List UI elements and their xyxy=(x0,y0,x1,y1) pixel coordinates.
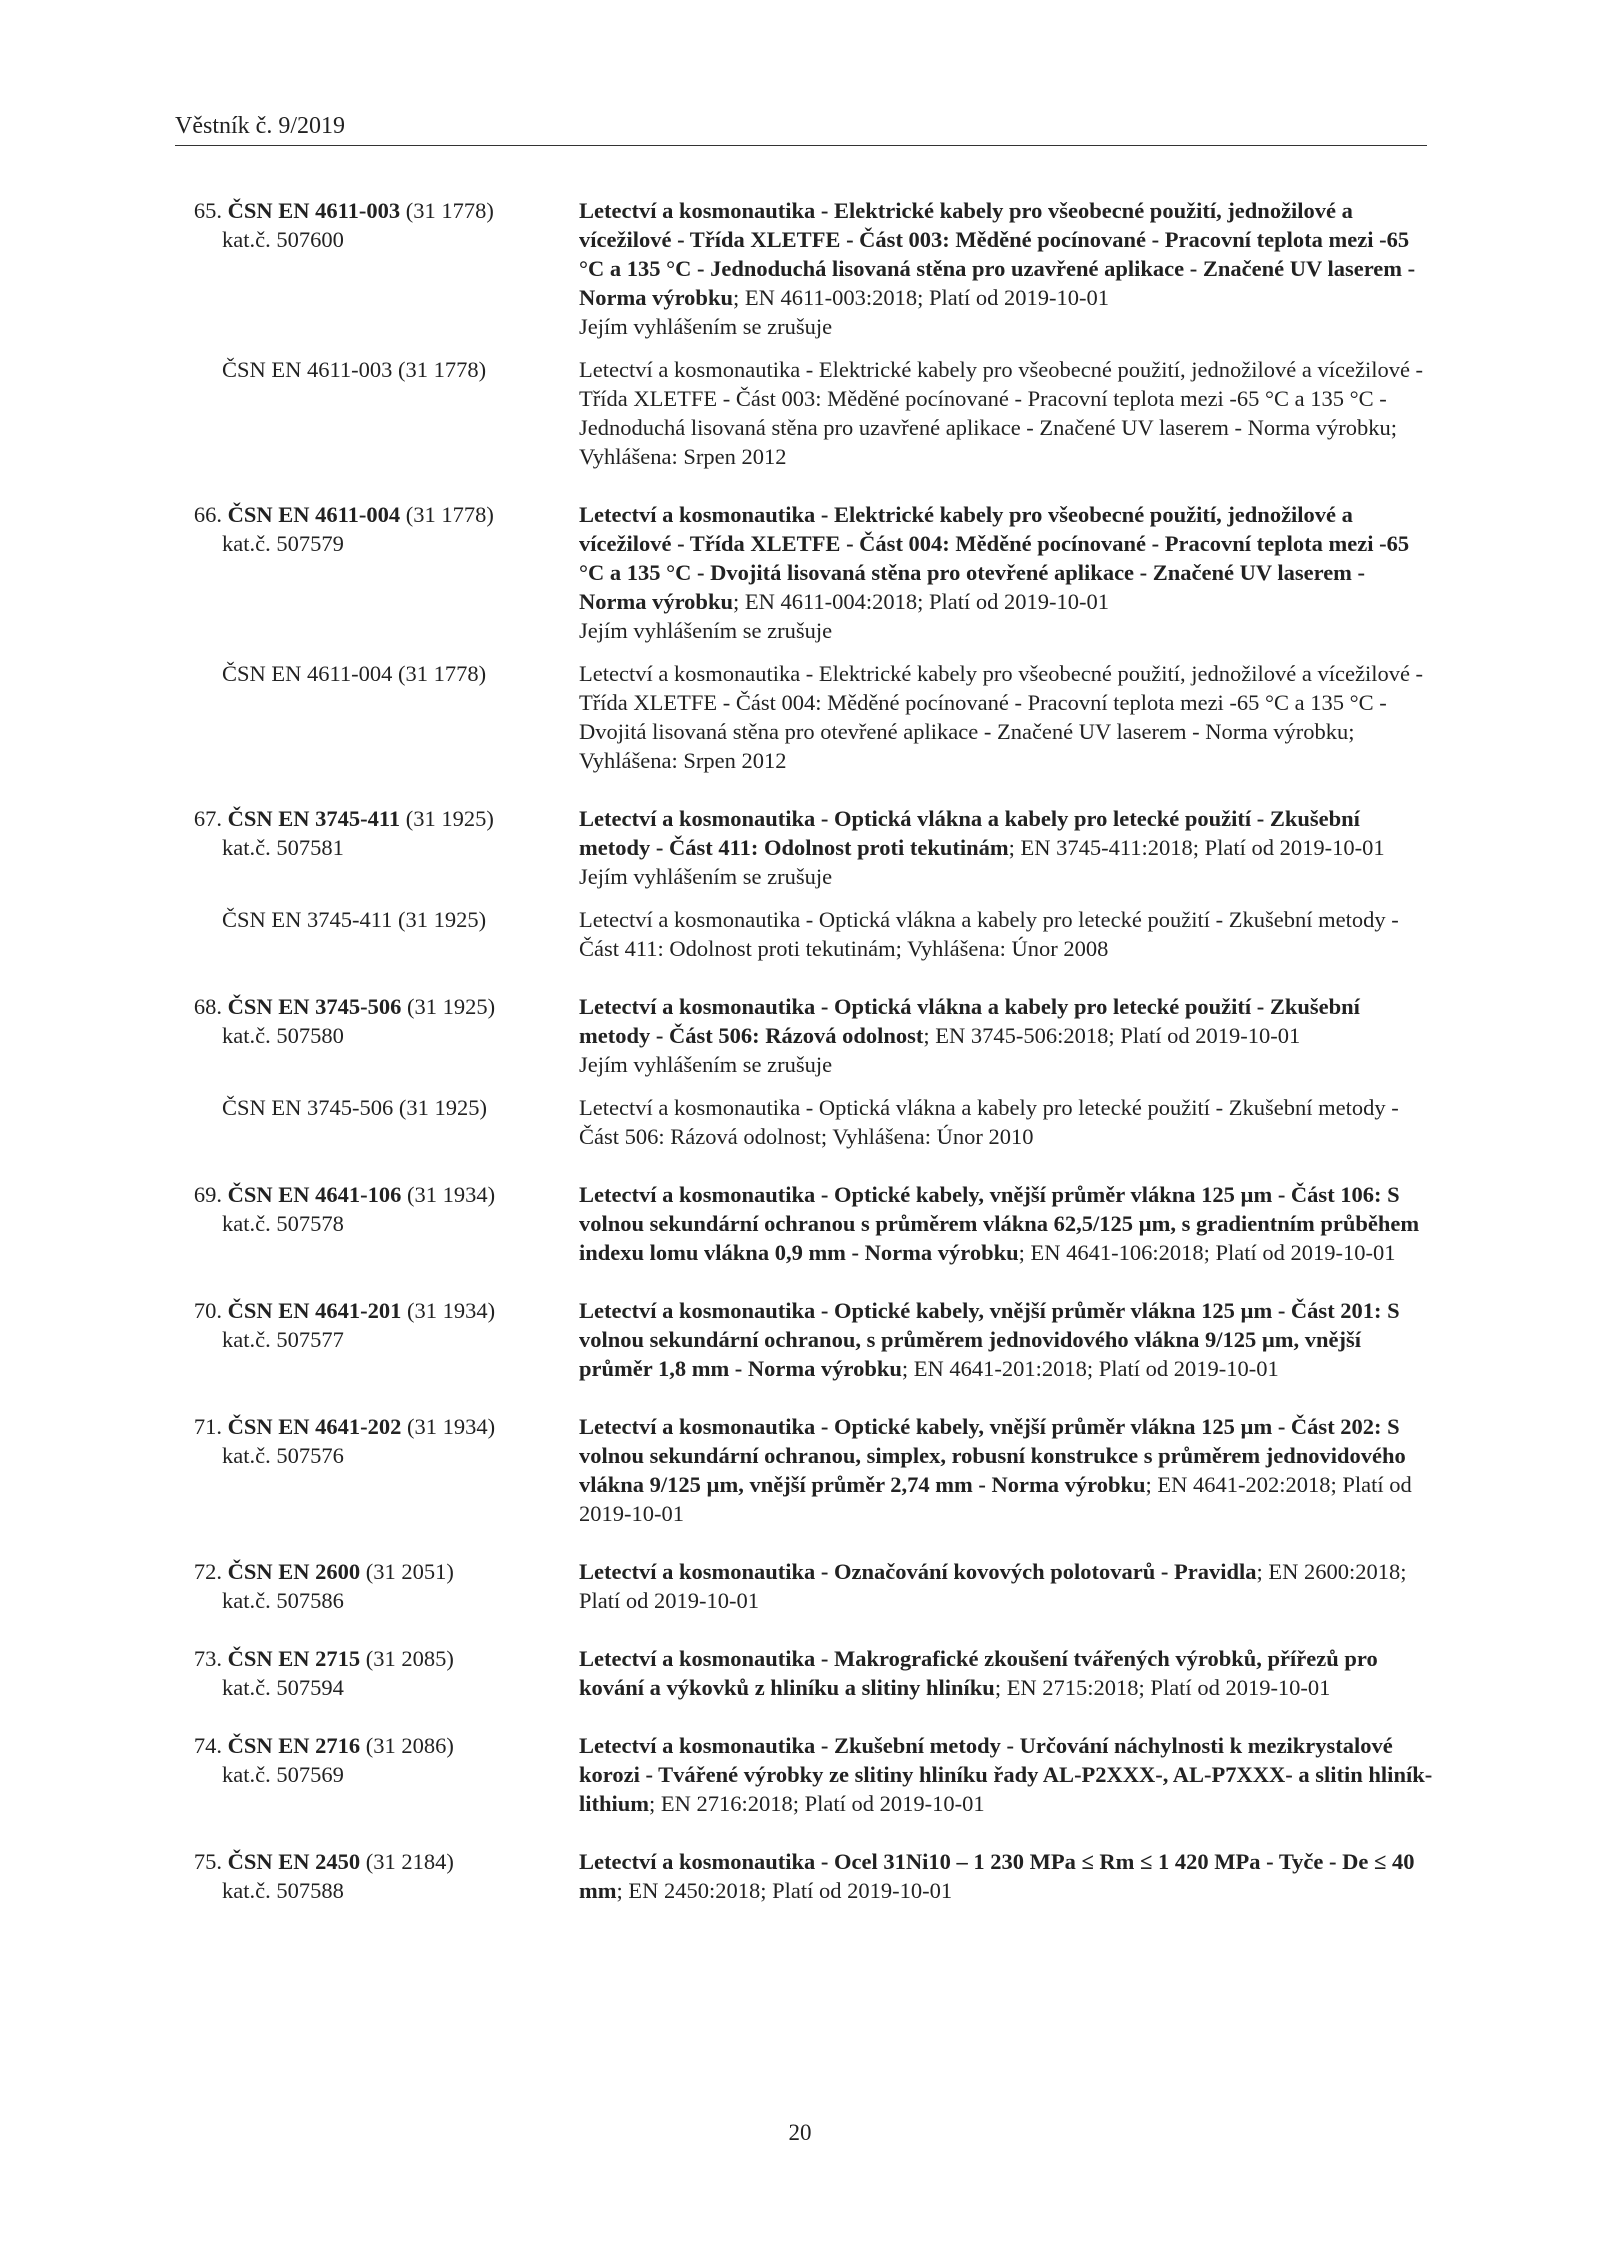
standard-title: Letectví a kosmonautika - Optické kabely, vnější průměr vlákna 125 µm - Část 201: S volnou sekundární ochranou, s průměrem jednovidového vlákna 9/125 µm, vnější průměr 1,8 mm - Norma výrobku xyxy=(579,1298,1400,1381)
standard-info: ; EN 2450:2018; Platí od 2019-10-01 xyxy=(616,1878,953,1903)
standard-designation xyxy=(175,1557,579,1615)
withdrawn-standard-row xyxy=(175,355,1435,471)
new-standard-row xyxy=(175,500,1435,645)
standard-title: Letectví a kosmonautika - Ocel 31Ni10 – 1 230 MPa ≤ Rm ≤ 1 420 MPa - Tyče - De ≤ 40 mm xyxy=(579,1849,1415,1903)
new-standard-row xyxy=(175,1557,1435,1615)
standard-title: Letectví a kosmonautika - Optické kabely, vnější průměr vlákna 125 µm - Část 106: S volnou sekundární ochranou s průměrem vlákna 62,5/125 µm, s gradientním průběhem indexu lomu vlákna 0,9 mm - Norma výrobku xyxy=(579,1182,1420,1265)
classification-code: (31 2086) xyxy=(365,1733,454,1758)
entry-number: 66. xyxy=(193,502,222,527)
entry-number: 71. xyxy=(193,1414,222,1439)
standard-description xyxy=(579,1847,1435,1905)
classification-code: (31 1925) xyxy=(405,806,494,831)
catalog-number: kat.č. 507578 xyxy=(222,1211,344,1236)
standard-title: Letectví a kosmonautika - Optické kabely, vnější průměr vlákna 125 µm - Část 202: S volnou sekundární ochranou, simplex, robusní konstrukce s průměrem jednovidového vlákna 9/125 µm, vnější průměr 2,74 mm - Norma výrobku xyxy=(579,1414,1406,1497)
catalog-number: kat.č. 507581 xyxy=(222,835,344,860)
standard-number: ČSN EN 2715 xyxy=(227,1646,361,1671)
withdrawn-standard-text: Letectví a kosmonautika - Optická vlákna a kabely pro letecké použití - Zkušební metody - Část 411: Odolnost proti tekutinám; Vyhlášena: Únor 2008 xyxy=(579,907,1399,961)
standard-info: ; EN 2600:2018; Platí od 2019-10-01 xyxy=(579,1559,1407,1613)
classification-code: (31 2184) xyxy=(365,1849,454,1874)
standard-info: ; EN 4611-003:2018; Platí od 2019-10-01 xyxy=(732,285,1110,310)
classification-code: (31 1934) xyxy=(407,1298,496,1323)
standards-list xyxy=(175,196,1435,1934)
replacement-note: Jejím vyhlášením se zrušuje xyxy=(579,1052,833,1077)
standard-entry xyxy=(175,1296,1435,1383)
standard-description xyxy=(579,1296,1435,1383)
withdrawn-standard-text: Letectví a kosmonautika - Optická vlákna a kabely pro letecké použití - Zkušební metody - Část 506: Rázová odolnost; Vyhlášena: Únor 2010 xyxy=(579,1095,1399,1149)
new-standard-row xyxy=(175,1296,1435,1383)
page-header: Věstník č. 9/2019 xyxy=(175,112,1427,146)
standard-number: ČSN EN 4611-004 xyxy=(227,502,401,527)
standard-entry xyxy=(175,992,1435,1151)
classification-code: (31 1925) xyxy=(407,994,496,1019)
standard-entry xyxy=(175,804,1435,963)
withdrawn-standard-row xyxy=(175,1093,1435,1151)
classification-code: (31 2085) xyxy=(365,1646,454,1671)
entry-number: 65. xyxy=(193,198,222,223)
standard-title: Letectví a kosmonautika - Optická vlákna a kabely pro letecké použití - Zkušební metody - Část 506: Rázová odolnost xyxy=(579,994,1360,1048)
standard-number: ČSN EN 3745-506 xyxy=(227,994,402,1019)
replacement-note: Jejím vyhlášením se zrušuje xyxy=(579,864,833,889)
withdrawn-ref-cell xyxy=(175,659,579,775)
withdrawn-standard-ref: ČSN EN 4611-004 (31 1778) xyxy=(222,661,487,686)
standard-entry xyxy=(175,1644,1435,1702)
new-standard-row xyxy=(175,1644,1435,1702)
catalog-number: kat.č. 507580 xyxy=(222,1023,344,1048)
standard-designation xyxy=(175,1412,579,1528)
withdrawn-standard-row xyxy=(175,905,1435,963)
standard-number: ČSN EN 3745-411 xyxy=(227,806,401,831)
standard-designation xyxy=(175,1296,579,1383)
standard-info: ; EN 2716:2018; Platí od 2019-10-01 xyxy=(649,1791,985,1816)
standard-title: Letectví a kosmonautika - Optická vlákna a kabely pro letecké použití - Zkušební metody - Část 411: Odolnost proti tekutinám xyxy=(579,806,1360,860)
standard-entry xyxy=(175,196,1435,471)
standard-info: ; EN 4641-201:2018; Platí od 2019-10-01 xyxy=(901,1356,1279,1381)
standard-description xyxy=(579,1557,1435,1615)
withdrawn-standard-ref: ČSN EN 3745-506 (31 1925) xyxy=(222,1095,487,1120)
standard-title: Letectví a kosmonautika - Zkušební metody - Určování náchylnosti k mezikrystalové korozi - Tvářené výrobky ze slitiny hliníku řady AL-P2XXX-, AL-P7XXX- a slitin hliník-lithium xyxy=(579,1733,1433,1816)
standard-description xyxy=(579,500,1435,645)
standard-designation xyxy=(175,1731,579,1818)
standard-info: ; EN 4641-106:2018; Platí od 2019-10-01 xyxy=(1018,1240,1396,1265)
catalog-number: kat.č. 507576 xyxy=(222,1443,344,1468)
replacement-note: Jejím vyhlášením se zrušuje xyxy=(579,314,833,339)
standard-designation xyxy=(175,500,579,645)
new-standard-row xyxy=(175,1847,1435,1905)
standard-entry xyxy=(175,1557,1435,1615)
standard-designation xyxy=(175,1180,579,1267)
catalog-number: kat.č. 507600 xyxy=(222,227,344,252)
withdrawn-standard-text: Letectví a kosmonautika - Elektrické kabely pro všeobecné použití, jednožilové a vícežilové - Třída XLETFE - Část 004: Měděné pocínované - Pracovní teplota mezi -65 °C a 135 °C - Dvojitá lisovaná stěna pro otevřené aplikace - Značené UV laserem - Norma výrobku; Vyhlášena: Srpen 2012 xyxy=(579,661,1424,773)
standard-number: ČSN EN 4641-106 xyxy=(227,1182,402,1207)
classification-code: (31 1934) xyxy=(407,1414,496,1439)
classification-code: (31 2051) xyxy=(365,1559,454,1584)
standard-number: ČSN EN 4611-003 xyxy=(227,198,401,223)
standard-info: ; EN 4611-004:2018; Platí od 2019-10-01 xyxy=(732,589,1110,614)
standard-description xyxy=(579,1731,1435,1818)
standard-entry xyxy=(175,500,1435,775)
standard-info: ; EN 4641-202:2018; Platí od 2019-10-01 xyxy=(579,1472,1412,1526)
standard-number: ČSN EN 2600 xyxy=(227,1559,361,1584)
classification-code: (31 1778) xyxy=(405,198,494,223)
standard-description xyxy=(579,196,1435,341)
standard-title: Letectví a kosmonautika - Elektrické kabely pro všeobecné použití, jednožilové a vícežilové - Třída XLETFE - Část 004: Měděné pocínované - Pracovní teplota mezi -65 °C a 135 °C - Dvojitá lisovaná stěna pro otevřené aplikace - Značené UV laserem - Norma výrobku xyxy=(579,502,1410,614)
withdrawn-ref-cell xyxy=(175,355,579,471)
entry-number: 72. xyxy=(193,1559,222,1584)
standard-entry xyxy=(175,1412,1435,1528)
withdrawn-standard-row xyxy=(175,659,1435,775)
new-standard-row xyxy=(175,1731,1435,1818)
standard-designation xyxy=(175,1644,579,1702)
catalog-number: kat.č. 507569 xyxy=(222,1762,344,1787)
standard-entry xyxy=(175,1180,1435,1267)
standard-description xyxy=(579,1412,1435,1528)
classification-code: (31 1934) xyxy=(407,1182,496,1207)
standard-entry xyxy=(175,1847,1435,1905)
catalog-number: kat.č. 507594 xyxy=(222,1675,344,1700)
entry-number: 68. xyxy=(193,994,222,1019)
standard-designation xyxy=(175,196,579,341)
standard-info: ; EN 2715:2018; Platí od 2019-10-01 xyxy=(994,1675,1331,1700)
withdrawn-standard-text: Letectví a kosmonautika - Elektrické kabely pro všeobecné použití, jednožilové a vícežilové - Třída XLETFE - Část 003: Měděné pocínované - Pracovní teplota mezi -65 °C a 135 °C - Jednoduchá lisovaná stěna pro uzavřené aplikace - Značené UV laserem - Norma výrobku; Vyhlášena: Srpen 2012 xyxy=(579,357,1424,469)
standard-description xyxy=(579,1180,1435,1267)
standard-title: Letectví a kosmonautika - Makrografické zkoušení tvářených výrobků, přířezů pro kování a výkovků z hliníku a slitiny hliníku xyxy=(579,1646,1378,1700)
new-standard-row xyxy=(175,1180,1435,1267)
entry-number: 74. xyxy=(193,1733,222,1758)
standard-info: ; EN 3745-506:2018; Platí od 2019-10-01 xyxy=(923,1023,1301,1048)
entry-number: 70. xyxy=(193,1298,222,1323)
catalog-number: kat.č. 507586 xyxy=(222,1588,344,1613)
classification-code: (31 1778) xyxy=(405,502,494,527)
replacement-note: Jejím vyhlášením se zrušuje xyxy=(579,618,833,643)
entry-number: 69. xyxy=(193,1182,222,1207)
entry-number: 73. xyxy=(193,1646,222,1671)
standard-description xyxy=(579,992,1435,1079)
standard-designation xyxy=(175,992,579,1079)
withdrawn-standard-ref: ČSN EN 4611-003 (31 1778) xyxy=(222,357,487,382)
withdrawn-ref-cell xyxy=(175,1093,579,1151)
page-number: 20 xyxy=(788,2120,812,2145)
new-standard-row xyxy=(175,196,1435,341)
standard-info: ; EN 3745-411:2018; Platí od 2019-10-01 xyxy=(1008,835,1385,860)
standard-designation xyxy=(175,804,579,891)
standard-entry xyxy=(175,1731,1435,1818)
withdrawn-ref-cell xyxy=(175,905,579,963)
catalog-number: kat.č. 507579 xyxy=(222,531,344,556)
entry-number: 75. xyxy=(193,1849,222,1874)
standard-number: ČSN EN 2450 xyxy=(227,1849,361,1874)
standard-number: ČSN EN 4641-201 xyxy=(227,1298,402,1323)
standard-description xyxy=(579,1644,1435,1702)
catalog-number: kat.č. 507577 xyxy=(222,1327,344,1352)
standard-number: ČSN EN 2716 xyxy=(227,1733,361,1758)
new-standard-row xyxy=(175,992,1435,1079)
standard-title: Letectví a kosmonautika - Označování kovových polotovarů - Pravidla xyxy=(579,1559,1257,1584)
catalog-number: kat.č. 507588 xyxy=(222,1878,344,1903)
new-standard-row xyxy=(175,1412,1435,1528)
standard-title: Letectví a kosmonautika - Elektrické kabely pro všeobecné použití, jednožilové a vícežilové - Třída XLETFE - Část 003: Měděné pocínované - Pracovní teplota mezi -65 °C a 135 °C - Jednoduchá lisovaná stěna pro uzavřené aplikace - Značené UV laserem - Norma výrobku xyxy=(579,198,1416,310)
standard-designation xyxy=(175,1847,579,1905)
standard-number: ČSN EN 4641-202 xyxy=(227,1414,402,1439)
new-standard-row xyxy=(175,804,1435,891)
withdrawn-standard-ref: ČSN EN 3745-411 (31 1925) xyxy=(222,907,487,932)
standard-description xyxy=(579,804,1435,891)
entry-number: 67. xyxy=(193,806,222,831)
